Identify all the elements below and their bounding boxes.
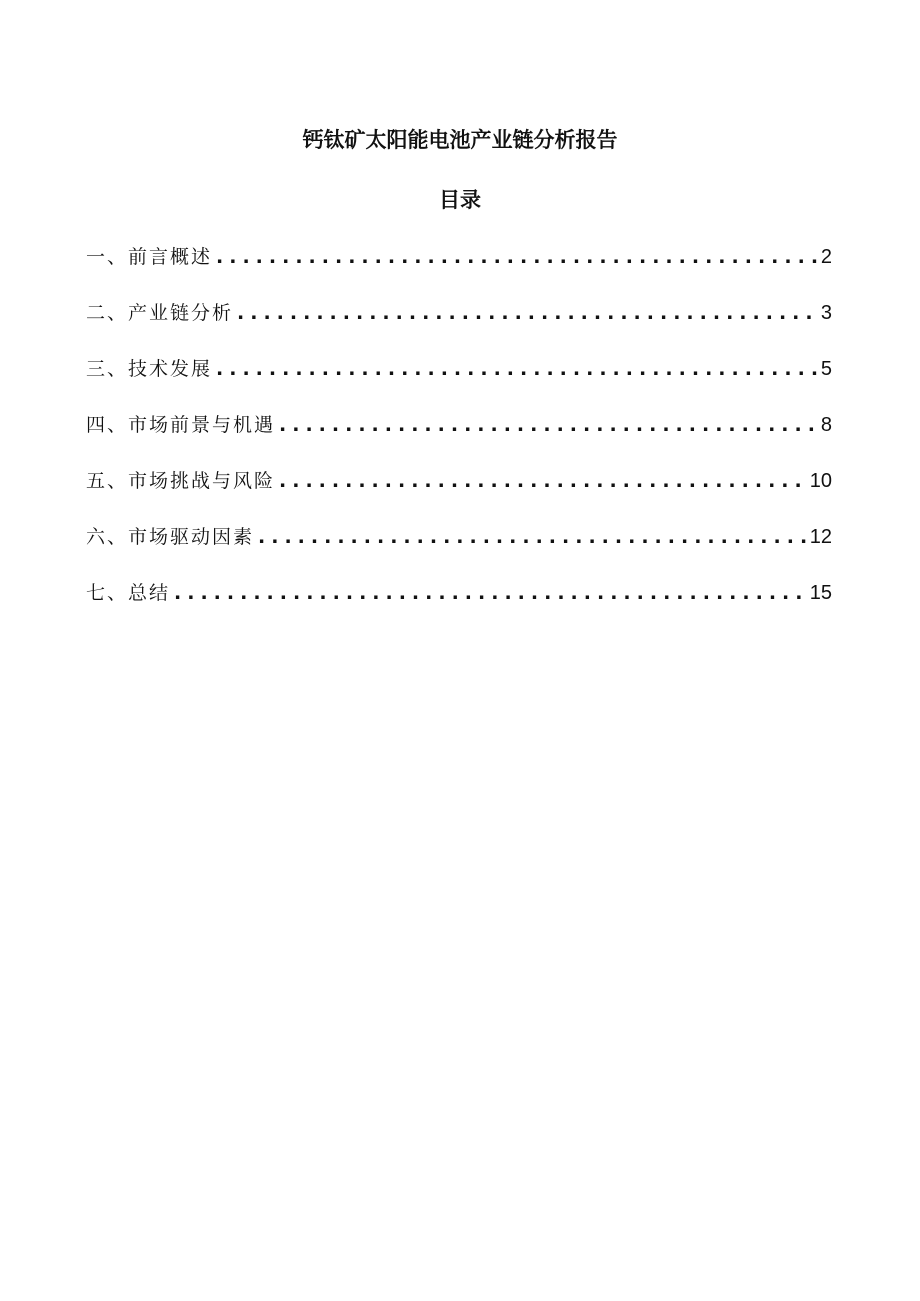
toc-leader-dots	[279, 414, 817, 436]
toc-entry-label: 三、技术发展	[86, 358, 213, 380]
toc-entry[interactable]	[86, 466, 832, 522]
toc-entry-page: 3	[820, 302, 832, 324]
toc-entry[interactable]	[86, 242, 832, 298]
toc-leader-dots	[174, 582, 806, 604]
toc-entry-label: 七、总结	[86, 582, 171, 604]
toc-entry[interactable]	[86, 522, 832, 578]
toc-entry-label: 六、市场驱动因素	[86, 526, 255, 548]
toc-leader-dots	[279, 470, 806, 492]
toc-entry-label: 二、产业链分析	[86, 302, 234, 324]
toc-entry-page: 5	[820, 358, 832, 380]
toc-entry[interactable]	[86, 354, 832, 410]
toc-entry[interactable]	[86, 578, 832, 634]
toc-entry[interactable]	[86, 298, 832, 354]
toc-entry-page: 8	[820, 414, 832, 436]
toc-entry[interactable]	[86, 410, 832, 466]
toc-leader-dots	[216, 246, 817, 268]
table-of-contents	[86, 242, 832, 634]
toc-leader-dots	[258, 526, 806, 548]
toc-entry-label: 一、前言概述	[86, 246, 213, 268]
toc-leader-dots	[216, 358, 817, 380]
toc-heading: 目录	[439, 188, 481, 212]
toc-entry-page: 12	[809, 526, 832, 548]
toc-entry-page: 15	[809, 582, 832, 604]
toc-entry-page: 2	[820, 246, 832, 268]
toc-entry-label: 四、市场前景与机遇	[86, 414, 276, 436]
toc-entry-label: 五、市场挑战与风险	[86, 470, 276, 492]
toc-entry-page: 10	[809, 470, 832, 492]
document-title: 钙钛矿太阳能电池产业链分析报告	[302, 128, 618, 152]
toc-leader-dots	[237, 302, 817, 324]
